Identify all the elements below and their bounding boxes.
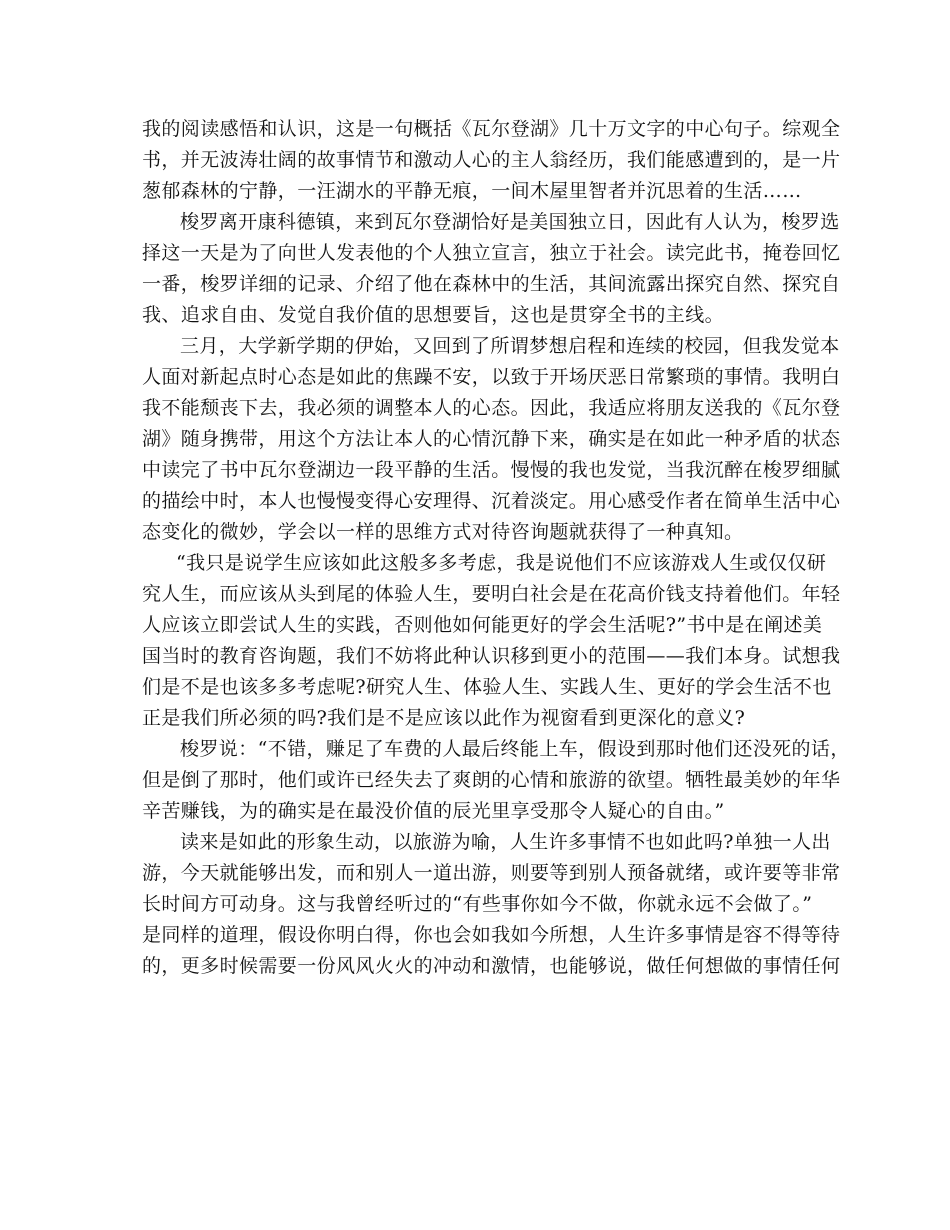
text-line: 书，并无波涛壮阔的故事情节和激动人心的主人翁经历，我们能感遭到的，是一片 — [142, 149, 841, 171]
text-line: 人面对新起点时心态是如此的焦躁不安，以致于开场厌恶日常繁琐的事情。我明白 — [142, 366, 841, 388]
text-line: 们是不是也该多多考虑呢?研究人生、体验人生、实践人生、更好的学会生活不也 — [142, 676, 832, 698]
text-line: 国当时的教育咨询题，我们不妨将此种认识移到更小的范围——我们本身。试想我 — [142, 645, 841, 667]
text-line: 葱郁森林的宁静，一汪湖水的平静无痕，一间木屋里智者并沉思着的生活…… — [142, 180, 802, 202]
text-line: 但是倒了那时，他们或许已经失去了爽朗的心情和旅游的欲望。牺牲最美妙的年华 — [142, 769, 841, 791]
text-line: 人应该立即尝试人生的实践，否则他如何能更好的学会生活呢?”书中是在阐述美 — [142, 614, 823, 636]
document-body — [142, 114, 850, 982]
text-line: 我、追求自由、发觉自我价值的思想要旨，这也是贯穿全书的主线。 — [142, 304, 725, 326]
text-line: 中读完了书中瓦尔登湖边一段平静的生活。慢慢的我也发觉，当我沉醉在梭罗细腻 — [142, 459, 841, 481]
text-line: 究人生，而应该从头到尾的体验人生，要明白社会是在花高价钱支持着他们。年轻 — [142, 583, 841, 605]
paragraph-start-line: 梭罗离开康科德镇，来到瓦尔登湖恰好是美国独立日，因此有人认为，梭罗选 — [180, 211, 840, 233]
paragraph-start-line: 梭罗说：“不错，赚足了车费的人最后终能上车，假设到那时他们还没死的话， — [180, 738, 850, 760]
text-line: 态变化的微妙，学会以一样的思维方式对待咨询题就获得了一种真知。 — [142, 521, 744, 543]
text-line: 我的阅读感悟和认识，这是一句概括《瓦尔登湖》几十万文字的中心句子。综观全 — [142, 118, 841, 140]
text-line: 的，更多时候需要一份风风火火的冲动和激情，也能够说，做任何想做的事情任何 — [142, 955, 841, 977]
text-line: 游，今天就能够出发，而和别人一道出游，则要等到别人预备就绪，或许要等非常 — [142, 862, 841, 884]
paragraph-start-line: “我只是说学生应该如此这般多多考虑，我是说他们不应该游戏人生或仅仅研 — [176, 552, 827, 574]
paragraph-start-line: 读来是如此的形象生动，以旅游为喻，人生许多事情不也如此吗?单独一人出 — [180, 831, 831, 853]
text-line: 湖》随身携带，用这个方法让本人的心情沉静下来，确实是在如此一种矛盾的状态 — [142, 428, 841, 450]
paragraph-start-line: 三月，大学新学期的伊始，又回到了所谓梦想启程和连续的校园，但我发觉本 — [180, 335, 840, 357]
text-line: 正是我们所必须的吗?我们是不是应该以此作为视窗看到更深化的意义? — [142, 707, 746, 729]
text-line: 一番，梭罗详细的记录、介绍了他在森林中的生活，其间流露出探究自然、探究自 — [142, 273, 841, 295]
text-line: 择这一天是为了向世人发表他的个人独立宣言，独立于社会。读完此书，掩卷回忆 — [142, 242, 841, 264]
text-line: 的描绘中时，本人也慢慢变得心安理得、沉着淡定。用心感受作者在简单生活中心 — [142, 490, 841, 512]
text-line: 是同样的道理，假设你明白得，你也会如我如今所想，人生许多事情是容不得等待 — [142, 924, 841, 946]
text-line: 辛苦赚钱，为的确实是在最没价值的辰光里享受那令人疑心的自由。” — [142, 800, 725, 822]
text-line: 我不能颓丧下去，我必须的调整本人的心态。因此，我适应将朋友送我的《瓦尔登 — [142, 397, 841, 419]
text-line: 长时间方可动身。这与我曾经听过的“有些事你如今不做，你就永远不会做了。” — [142, 893, 813, 915]
